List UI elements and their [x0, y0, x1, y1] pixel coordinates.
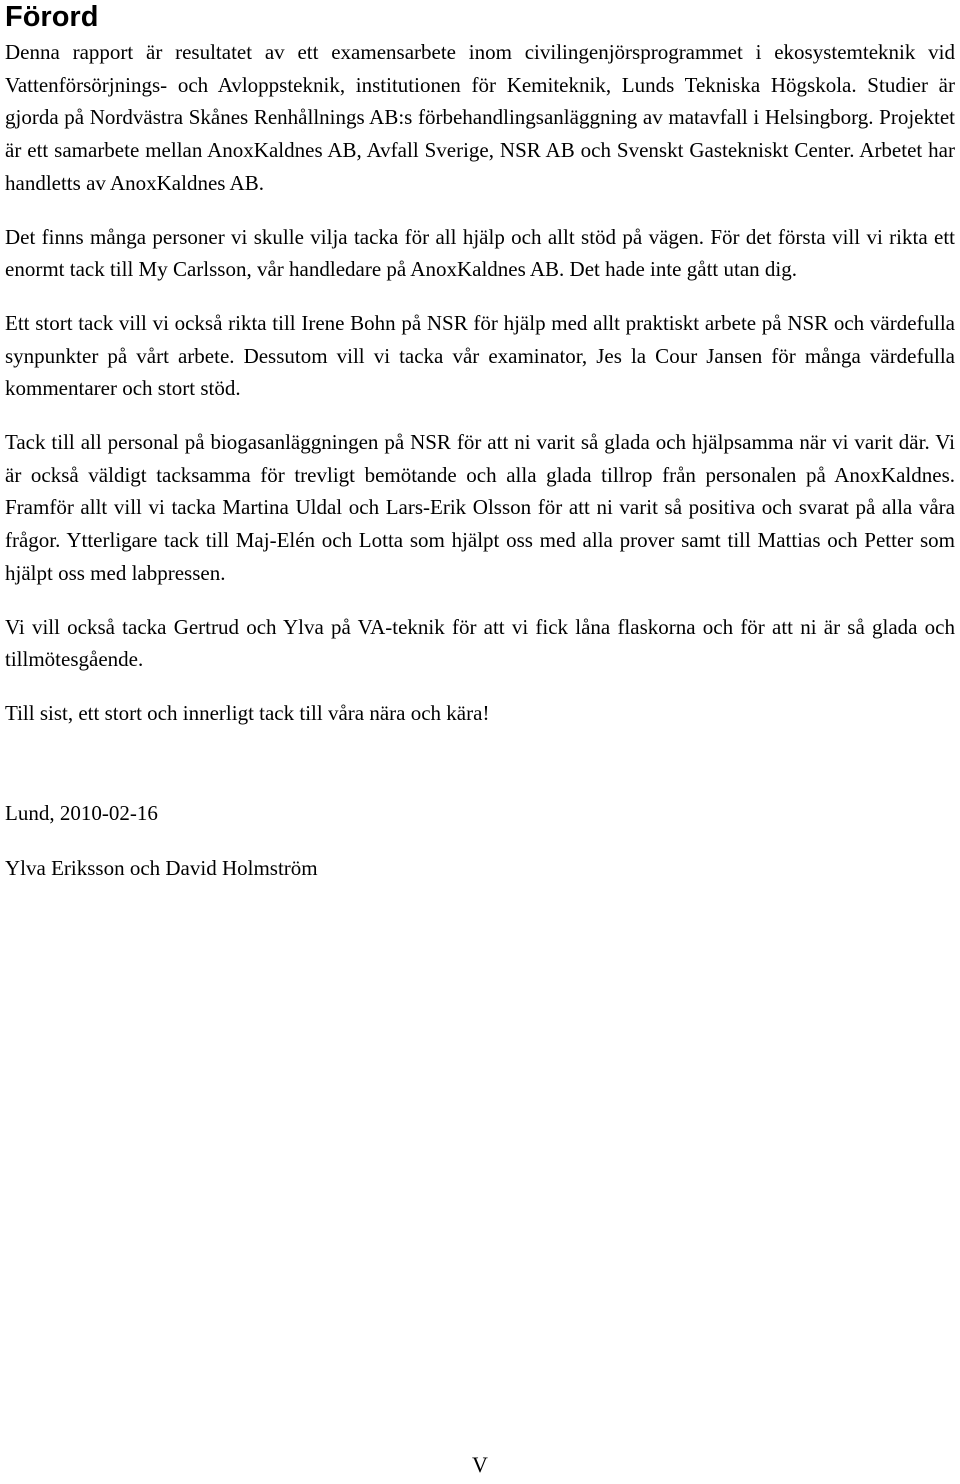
paragraph-thanks-supervisor: Det finns många personer vi skulle vilja tacka för all hjälp och allt stöd på vägen. För det första vill vi rikta ett enormt tack till My Carlsson, vår handledare på AnoxKaldnes AB. Det hade inte gått utan dig.: [5, 224, 955, 282]
place-date: Lund, 2010-02-16: [5, 800, 158, 825]
paragraph-thanks-va-teknik: Vi vill också tacka Gertrud och Ylva på VA-teknik för att vi fick låna flaskorna och för att ni är så glada och tillmötesgående.: [5, 614, 955, 672]
paragraph-thanks-staff: Tack till all personal på biogasanläggningen på NSR för att ni varit så glada och hjälpsamma när vi varit där. Vi är också väldigt tacksamma för trevligt bemötande och alla glada tillrop från personalen på AnoxKaldnes. Framför allt vill vi tacka Martina Uldal och Lars-Erik Olsson för att ni varit så positiva och svarat på alla våra frågor. Ytterligare tack till Maj-Elén och Lotta som hjälpt oss med alla prover samt till Mattias och Petter som hjälpt oss med labpressen.: [5, 430, 955, 585]
paragraph-intro: Denna rapport är resultatet av ett examensarbete inom civilingenjörsprogrammet i ekosystemteknik vid Vattenförsörjnings- och Avloppsteknik, institutionen för Kemiteknik, Lunds Tekniska Högskola. Studier är gjorda på Nordvästra Skånes Renhållnings AB:s förbehandlingsanläggning av matavfall i Helsingborg. Projektet är ett samarbete mellan AnoxKaldnes AB, Avfall Sverige, NSR AB och Svenskt Gastekniskt Center. Arbetet har handletts av AnoxKaldnes AB.: [5, 40, 955, 195]
page-number: V: [472, 1452, 488, 1477]
paragraph-closing: Till sist, ett stort och innerligt tack till våra nära och kära!: [5, 700, 490, 725]
authors: Ylva Eriksson och David Holmström: [5, 856, 318, 881]
document-page: [5, 0, 955, 885]
page-title: Förord: [5, 1, 99, 33]
paragraph-thanks-nsr: Ett stort tack vill vi också rikta till Irene Bohn på NSR för hjälp med allt praktiskt arbete på NSR och värdefulla synpunkter på vårt arbete. Dessutom vill vi tacka vår examinator, Jes la Cour Jansen för många värdefulla kommentarer och stort stöd.: [5, 310, 955, 401]
